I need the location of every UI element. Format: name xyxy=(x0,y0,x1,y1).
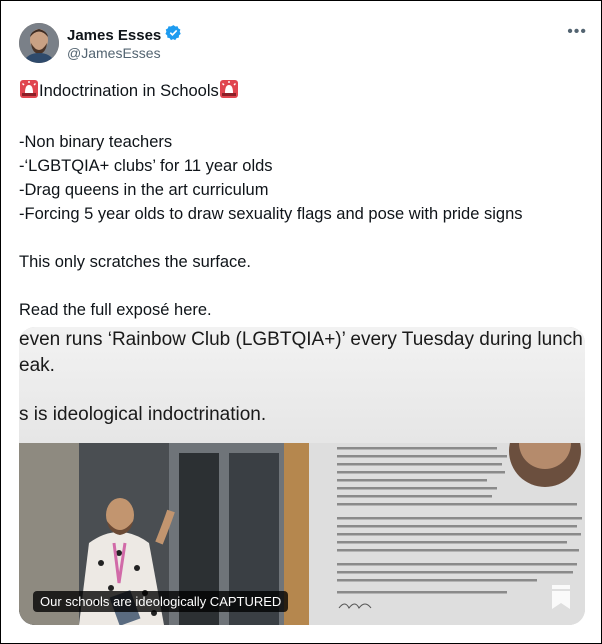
video-media[interactable] xyxy=(19,327,585,625)
verified-badge-icon xyxy=(165,24,182,46)
closing-text: This only scratches the surface. xyxy=(19,253,252,271)
bullet-item: -‘LGBTQIA+ clubs’ for 11 year olds xyxy=(19,157,273,175)
screenshot-text-panel xyxy=(19,327,585,443)
media-text-line: eak. xyxy=(19,355,55,376)
author-name[interactable]: James Esses xyxy=(67,26,162,44)
media-text-line: even runs ‘Rainbow Club (LGBTQIA+)’ every Tuesday during lunch xyxy=(19,329,583,350)
media-text-line: s is ideological indoctrination. xyxy=(19,404,267,425)
more-options-icon[interactable]: ••• xyxy=(567,23,587,40)
police-light-icon xyxy=(19,79,39,106)
author-name-row[interactable] xyxy=(67,24,182,46)
author-handle[interactable]: @JamesEsses xyxy=(67,45,161,61)
video-caption: Our schools are ideologically CAPTURED xyxy=(33,591,288,612)
tweet-title: Indoctrination in Schools xyxy=(39,82,219,100)
police-light-icon xyxy=(219,79,239,106)
tweet-title-line xyxy=(19,79,589,106)
bullet-item: -Non binary teachers xyxy=(19,133,173,151)
bullet-item: -Drag queens in the art curriculum xyxy=(19,181,269,199)
bullet-item: -Forcing 5 year olds to draw sexuality flags and pose with pride signs xyxy=(19,205,523,223)
cta-text: Read the full exposé here. xyxy=(19,301,212,319)
bookmark-icon[interactable] xyxy=(549,584,573,615)
school-letter-document xyxy=(309,443,585,625)
tweet-text xyxy=(19,79,589,322)
avatar[interactable] xyxy=(19,23,59,63)
